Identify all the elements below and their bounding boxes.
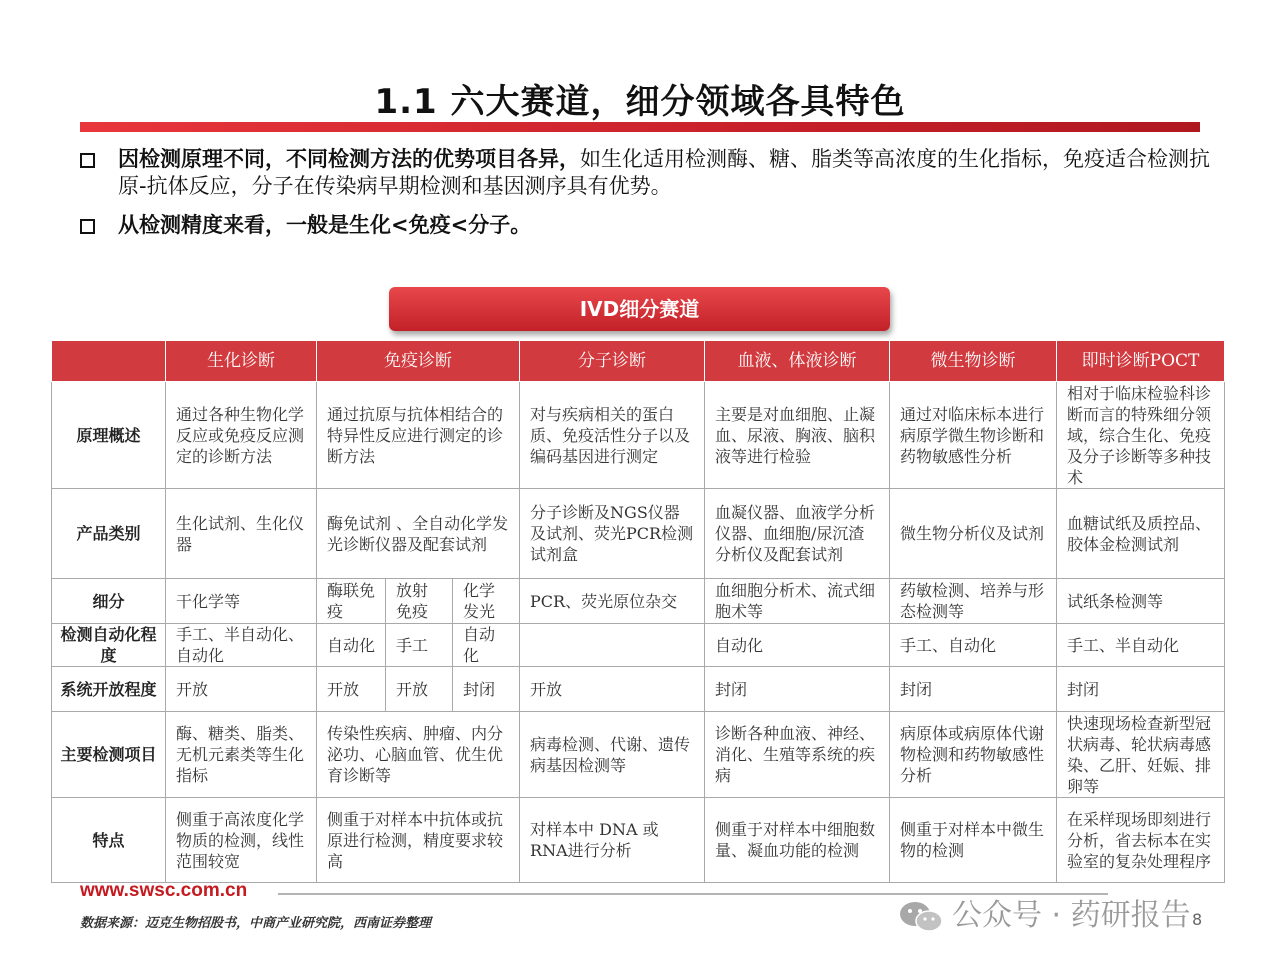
watermark-text: 公众号 · 药研报告: [952, 898, 1191, 933]
table-cell: 手工、半自动化: [1057, 624, 1225, 667]
table-cell: 封闭: [890, 667, 1057, 712]
table-cell: 侧重于对样本中抗体或抗原进行检测，精度要求较高: [317, 798, 520, 883]
table-cell: 侧重于高浓度化学物质的检测，线性范围较宽: [166, 798, 317, 883]
header-poct: 即时诊断POCT: [1057, 341, 1225, 382]
table-row: [52, 382, 1225, 489]
header-micro: 微生物诊断: [890, 341, 1057, 382]
table-cell: 诊断各种血液、神经、消化、生殖等系统的疾病: [705, 712, 890, 798]
table-cell: 侧重于对样本中细胞数量、凝血功能的检测: [705, 798, 890, 883]
table-row: [52, 798, 1225, 883]
table-cell: 封闭: [705, 667, 890, 712]
row-label: 细分: [52, 579, 166, 624]
row-label: 检测自动化程度: [52, 624, 166, 667]
table-cell: 开放: [386, 667, 453, 712]
table-cell: 化学发光: [453, 579, 520, 624]
footer-url[interactable]: www.swsc.com.cn: [80, 880, 248, 901]
table-cell: 酶免试剂 、全自动化学发光诊断仪器及配套试剂: [317, 489, 520, 579]
table-header-row: [52, 341, 1225, 382]
bullet-item: [78, 212, 1218, 239]
page-title: 1.1 六大赛道，细分领域各具特色: [374, 82, 906, 122]
header-immuno: 免疫诊断: [317, 341, 520, 382]
table-cell: 酶联免疫: [317, 579, 386, 624]
table-cell: 酶、糖类、脂类、无机元素类等生化指标: [166, 712, 317, 798]
table-cell: 通过抗原与抗体相结合的特异性反应进行测定的诊断方法: [317, 382, 520, 489]
table-cell: 封闭: [453, 667, 520, 712]
table-cell: [520, 624, 705, 667]
header-blood: 血液、体液诊断: [705, 341, 890, 382]
table-cell: 自动化: [317, 624, 386, 667]
header-molecular: 分子诊断: [520, 341, 705, 382]
square-bullet-icon: [80, 219, 95, 234]
table-cell: 相对于临床检验科诊断而言的特殊细分领域，综合生化、免疫及分子诊断等多种技术: [1057, 382, 1225, 489]
table-cell: 病毒检测、代谢、遗传病基因检测等: [520, 712, 705, 798]
table-cell: 血凝仪器、血液学分析仪器、血细胞/尿沉渣分析仪及配套试剂: [705, 489, 890, 579]
table-cell: 封闭: [1057, 667, 1225, 712]
bullet-list: [78, 146, 1218, 251]
table-cell: 对样本中 DNA 或RNA进行分析: [520, 798, 705, 883]
table-cell: 病原体或病原体代谢物检测和药物敏感性分析: [890, 712, 1057, 798]
watermark: [898, 890, 1191, 934]
table-cell: PCR、荧光原位杂交: [520, 579, 705, 624]
table-row: [52, 579, 1225, 624]
square-bullet-icon: [80, 153, 95, 168]
row-label: 原理概述: [52, 382, 166, 489]
table-cell: 干化学等: [166, 579, 317, 624]
row-label: 特点: [52, 798, 166, 883]
wechat-icon: [898, 900, 944, 934]
header-biochem: 生化诊断: [166, 341, 317, 382]
bullet-text: 如生化适用检测酶、糖、脂类等高浓度的生化指标，免疫适合检测抗原-抗体反应，分子在传染病早期检测和基因测序具有优势。: [118, 147, 1210, 198]
data-source-note: 数据来源：迈克生物招股书，中商产业研究院，西南证券整理: [80, 916, 432, 931]
bullet-bold-text: 因检测原理不同，不同检测方法的优势项目各异，: [118, 147, 580, 171]
table-cell: 对与疾病相关的蛋白质、免疫活性分子以及编码基因进行测定: [520, 382, 705, 489]
row-label: 产品类别: [52, 489, 166, 579]
row-label: 主要检测项目: [52, 712, 166, 798]
table-row: [52, 489, 1225, 579]
table-cell: 血细胞分析术、流式细胞术等: [705, 579, 890, 624]
table-cell: 药敏检测、培养与形态检测等: [890, 579, 1057, 624]
table-cell: 自动化: [705, 624, 890, 667]
title-underline-bar: [80, 122, 1200, 132]
table-cell: 开放: [166, 667, 317, 712]
table-cell: 通过对临床标本进行病原学微生物诊断和药物敏感性分析: [890, 382, 1057, 489]
table-cell: 手工、半自动化、自动化: [166, 624, 317, 667]
table-cell: 快速现场检查新型冠状病毒、轮状病毒感染、乙肝、妊娠、排卵等: [1057, 712, 1225, 798]
table-cell: 开放: [317, 667, 386, 712]
table-cell: 微生物分析仪及试剂: [890, 489, 1057, 579]
table-cell: 自动化: [453, 624, 520, 667]
table-cell: 放射免疫: [386, 579, 453, 624]
table-cell: 在采样现场即刻进行分析，省去标本在实验室的复杂处理程序: [1057, 798, 1225, 883]
row-label: 系统开放程度: [52, 667, 166, 712]
bullet-bold-text: 从检测精度来看，一般是生化<免疫<分子。: [118, 213, 532, 237]
table-row: [52, 712, 1225, 798]
table-cell: 主要是对血细胞、止凝血、尿液、胸液、脑积液等进行检验: [705, 382, 890, 489]
table-cell: 开放: [520, 667, 705, 712]
ivd-comparison-table: [51, 340, 1225, 883]
section-banner: IVD细分赛道: [389, 287, 890, 331]
table-cell: 通过各种生物化学反应或免疫反应测定的诊断方法: [166, 382, 317, 489]
header-corner: [52, 341, 166, 382]
bullet-item: [78, 146, 1218, 200]
table-cell: 分子诊断及NGS仪器及试剂、荧光PCR检测试剂盒: [520, 489, 705, 579]
table-cell: 传染性疾病、肿瘤、内分泌功、心脑血管、优生优育诊断等: [317, 712, 520, 798]
table-cell: 侧重于对样本中微生物的检测: [890, 798, 1057, 883]
table-row: [52, 667, 1225, 712]
table-cell: 血糖试纸及质控品、胶体金检测试剂: [1057, 489, 1225, 579]
table-cell: 生化试剂、生化仪器: [166, 489, 317, 579]
table-cell: 试纸条检测等: [1057, 579, 1225, 624]
page-number: 8: [1192, 910, 1203, 929]
table-cell: 手工、自动化: [890, 624, 1057, 667]
table-row: [52, 624, 1225, 667]
table-cell: 手工: [386, 624, 453, 667]
